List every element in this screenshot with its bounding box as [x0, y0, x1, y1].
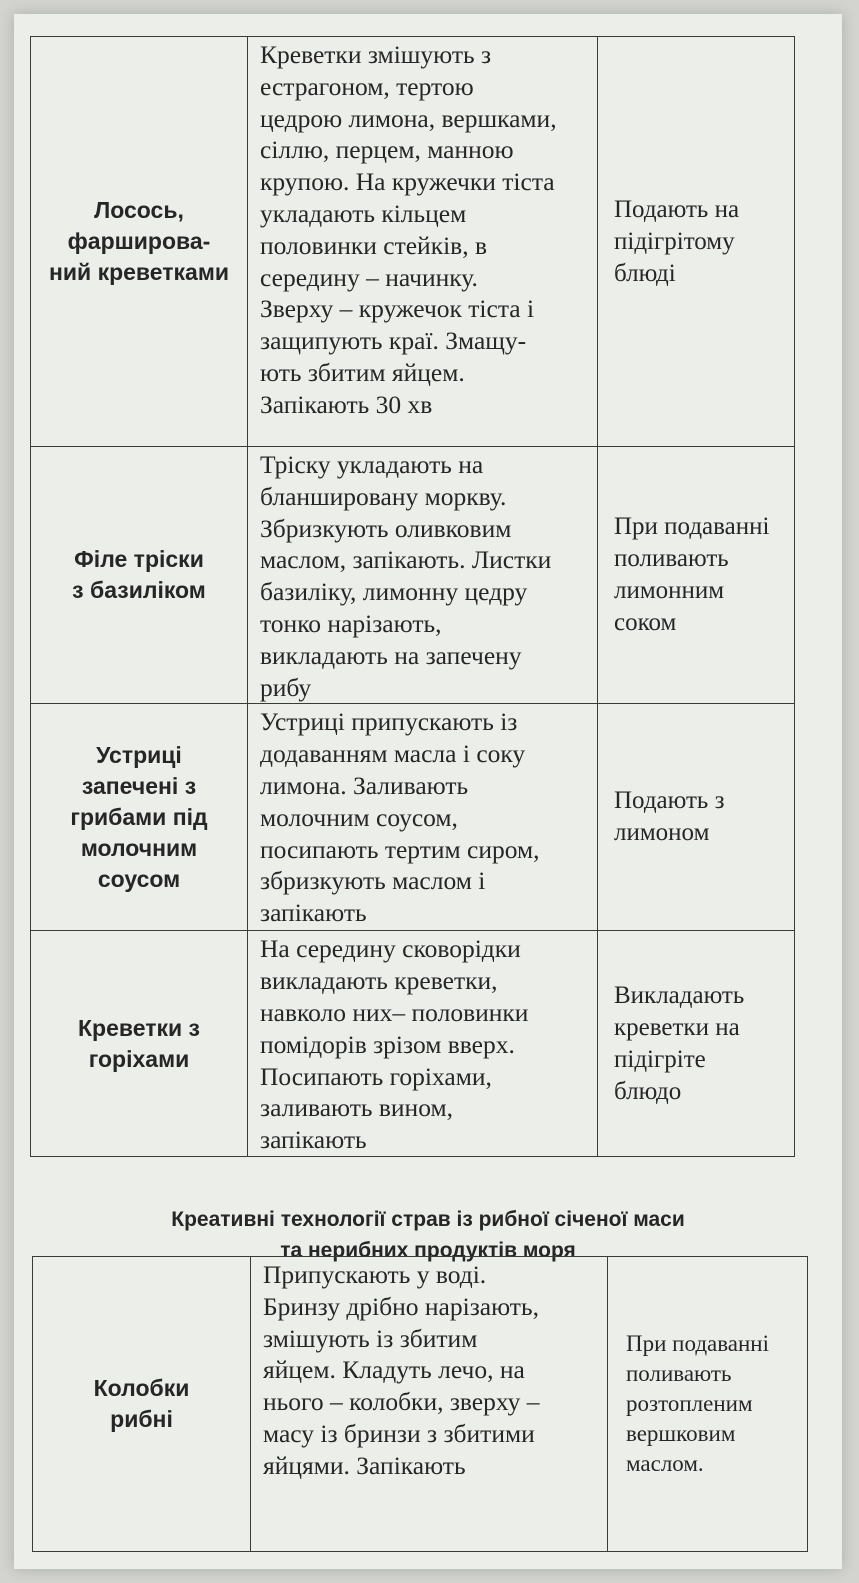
serving-cell: Подають на підігрітому блюді — [598, 37, 795, 447]
dishes-table — [30, 36, 795, 1157]
serving-cell: Викладають креветки на підігрітe блюдо — [598, 931, 795, 1157]
table-row — [33, 1257, 808, 1552]
minced-fish-table — [32, 1256, 808, 1552]
dish-name-cell: Креветки з горіхами — [31, 931, 248, 1157]
technology-cell: Припускають у воді. Бринзу дрібно нарізають, змішують із збитим яйцем. Кладуть лечо, на нього – колобки, зверху – масу із бринзи з збитими яйцями. Запікають — [251, 1257, 608, 1552]
serving-cell: При подаванні поливають розтопленим вершковим маслом. — [608, 1257, 808, 1552]
table-row — [31, 704, 795, 931]
table-row — [31, 931, 795, 1157]
table-row — [31, 447, 795, 704]
dish-name-cell: Колобки рибні — [33, 1257, 251, 1552]
section-heading: Креативні технології страв із рибної січеної маси та нерибних продуктів моря — [171, 1208, 685, 1262]
serving-cell: При подаванні поливають лимонним соком — [598, 447, 795, 704]
serving-cell: Подають з лимоном — [598, 704, 795, 931]
dish-name-cell: Філе тріски з базиліком — [31, 447, 248, 704]
document-page — [14, 14, 842, 1569]
technology-cell: На середину сковорідки викладають креветки, навколо них– половинки помідорів зрізом вверх. Посипають горіхами, заливають вином, запікають — [248, 931, 598, 1157]
dish-name-cell: Лосось, фарширова- ний креветками — [31, 37, 248, 447]
table-row — [31, 37, 795, 447]
technology-cell: Тріску укладають на бланшировану моркву. Збризкують оливковим маслом, запікають. Листки базиліку, лимонну цедру тонко нарізають, викладають на запечену рибу — [248, 447, 598, 704]
technology-cell: Устриці припускають із додаванням масла і соку лимона. Заливають молочним соусом, посипають тертим сиром, збризкують маслом і запікають — [248, 704, 598, 931]
technology-cell: Креветки змішують з естрагоном, тертою цедрою лимона, вершками, сіллю, перцем, манною крупою. На кружечки тіста укладають кільцем половинки стейків, в середину – начинку. Зверху – кружечок тіста і защипують краї. Змащу- ють збитим яйцем. Запікають 30 хв — [248, 37, 598, 447]
dish-name-cell: Устриці запечені з грибами під молочним соусом — [31, 704, 248, 931]
